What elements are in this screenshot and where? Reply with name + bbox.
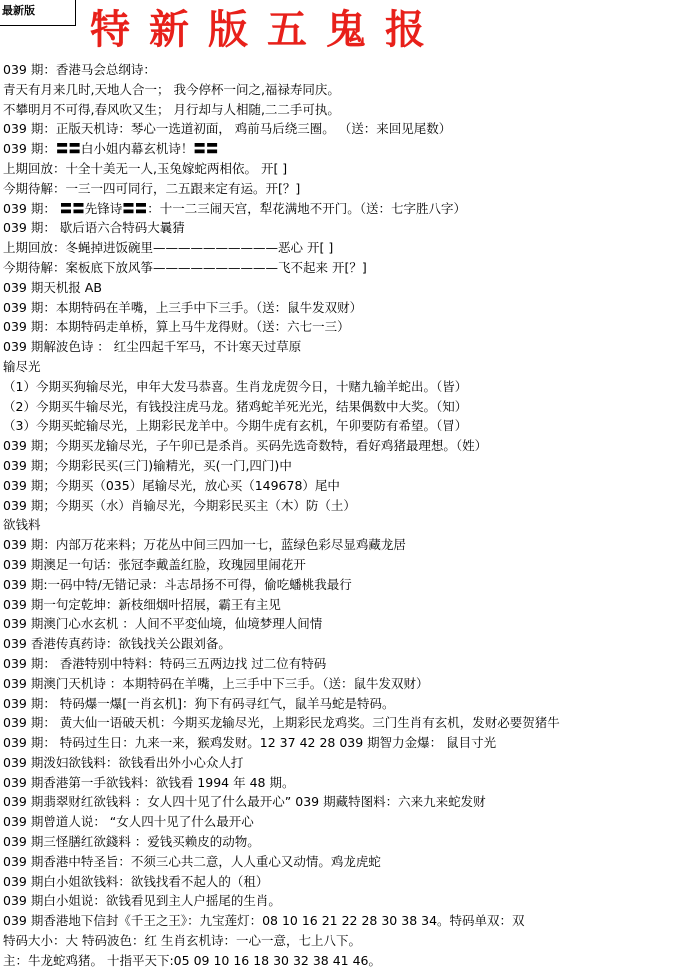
text-line: 039 香港传真药诗：欲钱找关公跟刘备。 — [3, 636, 231, 652]
text-line: 039 期： 黄大仙一语破天机：今期买龙输尽光，上期彩民龙鸡奖。三门生肖有玄机，发财必要贺猪牛 — [3, 715, 560, 731]
text-line: 039 期香港第一手欲钱料：欲钱看 1994 年 48 期。 — [3, 774, 295, 790]
version-badge — [0, 0, 76, 26]
text-line: 039 期曾道人说： “女人四十见了什么最开心 — [3, 814, 254, 830]
text-line: （2）今期买牛输尽光，有钱投注虎马龙。猪鸡蛇羊死光光，结果偶数中大奖。（知） — [3, 398, 468, 414]
text-line: 039 期泼妇欲钱料：欲钱看出外小心众人打 — [3, 754, 244, 770]
text-line: 039 期翡翠财红欲钱料 ：女人四十见了什么最开心” 039 期藏特图料：六来九来蛇发财 — [3, 794, 486, 810]
text-line: （1）今期买狗输尽光，申年大发马恭喜。生肖龙虎贺今日，十赌九输羊蛇出。（皆） — [3, 378, 468, 394]
text-line: 039 期白小姐说：欲钱看见到主人户摇尾的生肖。 — [3, 893, 281, 909]
text-line: 青天有月来几时,天地人合一； 我今停杯一问之,福禄寿同庆。 — [3, 81, 340, 97]
text-line: 039 期天机报 AB — [3, 279, 102, 295]
text-line: 039 期： 特码爆一爆[一肖玄机]：狗下有码寻红气，鼠羊马蛇是特码。 — [3, 695, 395, 711]
text-line: 上期回放：冬蝇掉进饭碗里——————————恶心 开[ ] — [3, 240, 334, 256]
version-label: 最新版 — [2, 4, 35, 17]
text-line: 039 期三怪膳红欲錢料 ：爱钱买赖皮的动物。 — [3, 834, 260, 850]
text-line: 上期回放：十全十美无一人,玉兔嫁蛇两相依。 开[ ] — [3, 160, 288, 176]
text-line: 039 期白小姐欲钱料：欲钱找看不起人的（租） — [3, 873, 269, 889]
text-line: 039 期一句定乾坤：新枝细烟叶招展，霸王有主见 — [3, 596, 281, 612]
text-line: 039 期：〓〓白小姐内幕玄机诗！〓〓 — [3, 141, 219, 157]
text-line: 今期待解：一三一四可同行，二五跟来定有运。开[？] — [3, 180, 301, 196]
text-line: 输尽光 — [3, 358, 41, 374]
text-line: 039 期： 香港特别中特料：特码三五两边找 过二位有特码 — [3, 655, 327, 671]
text-line: 039 期澳门天机诗 ：本期特码在羊嘴，上三手中下三手。（送：鼠牛发双财） — [3, 675, 429, 691]
page-title: 特新版五鬼报 — [90, 6, 444, 53]
text-line: 主：牛龙蛇鸡猪。 十指平天下:05 09 10 16 18 30 32 38 41 46。 — [3, 952, 382, 968]
text-line: 039 期香港地下信封《千王之王》：九宝莲灯：08 10 16 21 22 28 30 38 34。特码单双：双 — [3, 913, 525, 929]
text-line: 不攀明月不可得,春风吹又生； 月行却与人相随,二二手可执。 — [3, 101, 340, 117]
text-line: 039 期香港中特圣旨：不须三心共二意，人人重心又动情。鸡龙虎蛇 — [3, 853, 381, 869]
text-line: 039 期:一码中特/无错记录：斗志昂扬不可得，偷吃蟠桃我最行 — [3, 576, 352, 592]
text-line: 039 期澳足一句话：张冠李戴盖红脸，玫瑰园里闹花开 — [3, 556, 306, 572]
text-line: 039 期：本期特码走单桥，算上马牛龙得财。（送：六七一三） — [3, 319, 350, 335]
text-line: 039 期：香港马会总纲诗： — [3, 62, 156, 77]
text-line: 039 期： 〓〓先锋诗〓〓：十一二三闹天宫，犁花满地不开门。（送：七字胜八字） — [3, 200, 467, 216]
text-line: （3）今期买蛇输尽光，上期彩民龙羊中。今期牛虎有玄机，午卯要防有希望。（冒） — [3, 418, 468, 434]
text-line: 今期待解：案板底下放风筝——————————飞不起来 开[？] — [3, 259, 367, 275]
text-line: 039 期；今期买（035）尾输尽光，放心买（149678）尾中 — [3, 477, 340, 493]
text-line: 039 期；今期买（水）肖输尽光，今期彩民买主（木）防（土） — [3, 497, 356, 513]
text-line: 039 期： 特码过生日：九来一来，猴鸡发财。12 37 42 28 039 期智力金爆： 鼠目寸光 — [3, 735, 497, 751]
content-lines — [3, 60, 681, 971]
text-line: 039 期：本期特码在羊嘴，上三手中下三手。（送：鼠牛发双财） — [3, 299, 363, 315]
text-line: 039 期：正版天机诗：琴心一选道初面， 鸡前马后绕三圈。 （送：来回见尾数） — [3, 121, 452, 137]
text-line: 039 期： 歇后语六合特码大曩猜 — [3, 220, 185, 236]
text-line: 039 期；今期买龙输尽光，子午卯已是杀肖。买码先选奇数特，看好鸡猪最理想。（姓） — [3, 438, 488, 454]
text-line: 039 期：内部万花来料；万花丛中间三四加一七，蓝绿色彩尽显鸡藏龙居 — [3, 537, 406, 553]
text-line: 039 期解波色诗 ： 红尘四起千军马，不计寒天过草原 — [3, 339, 302, 355]
text-line: 039 期澳门心水玄机 ：人间不平変仙境，仙境梦理人间情 — [3, 616, 323, 632]
text-line: 039 期；今期彩民买(三门)输精光，买(一门,四门)中 — [3, 457, 292, 473]
text-line: 欲钱料 — [3, 517, 41, 533]
text-line: 特码大小：大 特码波色：红 生肖玄机诗：一心一意，七上八下。 — [3, 933, 361, 949]
